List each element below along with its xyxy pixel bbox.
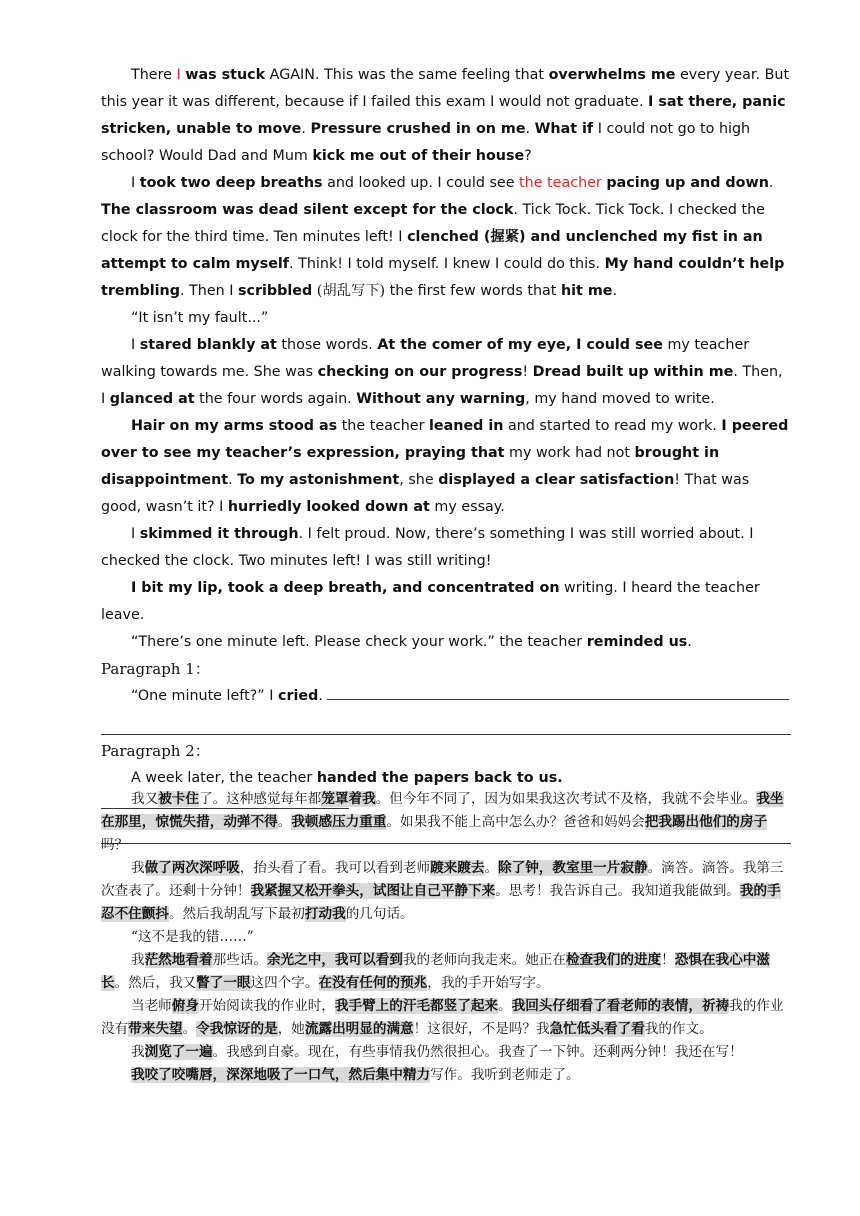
paragraph-2-start: A week later, the teacher handed the papers back to us. xyxy=(101,765,791,819)
highlighted-phrase: the teacher xyxy=(519,175,602,191)
zh-paragraph-6: 我浏览了一遍。我感到自豪。现在，有些事情我仍然很担心。我查了一下钟。还剩两分钟！我还在写！ xyxy=(131,1044,743,1060)
zh-paragraph-4: 我茫然地看着那些话。余光之中，我可以看到我的老师向我走来。她正在检查我们的进度！恐惧在我心中滋长。然后，我又瞥了一眼这四个字。在没有任何的预兆，我的手开始写字。 xyxy=(101,952,770,991)
en-paragraph-8: “There’s one minute left. Please check your work.” the teacher reminded us. xyxy=(131,634,692,650)
zh-paragraph-2: 我做了两次深呼吸，抬头看了看。我可以看到老师踱来踱去。除了钟，教室里一片寂静。滴答。滴答。我第三次查表了。还剩十分钟！我紧握又松开拳头，试图让自己平静下来。思考！我告诉自己。我知道我能做到。我的手忍不住颤抖。然后我胡乱写下最初打动我的几句话。 xyxy=(101,860,784,922)
zh-paragraph-7: 我咬了咬嘴唇，深深地吸了一口气，然后集中精力写作。我听到老师走了。 xyxy=(131,1067,580,1083)
paragraph-1-start: “One minute left?” I cried. xyxy=(101,683,791,710)
paragraph-2-label: Paragraph 2： xyxy=(101,742,210,760)
zh-paragraph-3: “这不是我的错……” xyxy=(131,929,254,945)
en-paragraph-6: I skimmed it through. I felt proud. Now, there’s something I was still worried about. I checked the clock. Two minutes left! I was still writing! xyxy=(101,526,754,569)
zh-paragraph-5: 当老师俯身开始阅读我的作业时，我手臂上的汗毛都竖了起来。我回头仔细看了看老师的表情，祈祷我的作业没有带来失望。令我惊讶的是，她流露出明显的满意！这很好，不是吗？我急忙低头看了看我的作文。 xyxy=(101,998,784,1037)
chinese-translation xyxy=(101,788,785,1087)
highlighted-word: I xyxy=(176,67,181,83)
answer-line[interactable] xyxy=(101,710,791,735)
paragraph-1-label: Paragraph 1： xyxy=(101,660,210,678)
en-paragraph-4: I stared blankly at those words. At the comer of my eye, I could see my teacher walking towards me. She was checking on our progress! Dread built up within me. Then, I glanced at the four words again. Without any warning, my hand moved to write. xyxy=(101,337,783,407)
en-paragraph-7: I bit my lip, took a deep breath, and concentrated on writing. I heard the teacher leave. xyxy=(101,580,760,623)
answer-blank[interactable] xyxy=(327,683,789,700)
zh-paragraph-1: 我又被卡住了。这种感觉每年都笼罩着我。但今年不同了，因为如果我这次考试不及格，我就不会毕业。我坐在那里，惊慌失措，动弹不得。我顿感压力重重。如果我不能上高中怎么办？爸爸和妈妈会把我踢出他们的房子吗？ xyxy=(101,791,784,853)
en-paragraph-3: “It isn’t my fault...” xyxy=(131,310,269,326)
en-paragraph-5: Hair on my arms stood as the teacher leaned in and started to read my work. I peered over to see my teacher’s expression, praying that my work had not brought in disappointment. To my astonishment, she displayed a clear satisfaction! That was good, wasn’t it? I hurriedly looked down at my essay. xyxy=(101,418,789,515)
english-passage xyxy=(101,62,791,847)
en-paragraph-1: There I was stuck AGAIN. This was the same feeling that overwhelms me every year. But this year it was different, because if I failed this exam I would not graduate. I sat there, panic stricken, unable to move. Pressure crushed in on me. What if I could not go to high school? Would Dad and Mum kick me out of their house? xyxy=(101,67,790,164)
en-paragraph-2: I took two deep breaths and looked up. I could see the teacher pacing up and down. The classroom was dead silent except for the clock. Tick Tock. Tick Tock. I checked the clock for the third time. Ten minutes left! I clenched (握紧) and unclenched my fist in an attempt to calm myself. Think! I told myself. I knew I could do this. My hand couldn’t help trembling. Then I scribbled (胡乱写下) the first few words that hit me. xyxy=(101,175,785,299)
